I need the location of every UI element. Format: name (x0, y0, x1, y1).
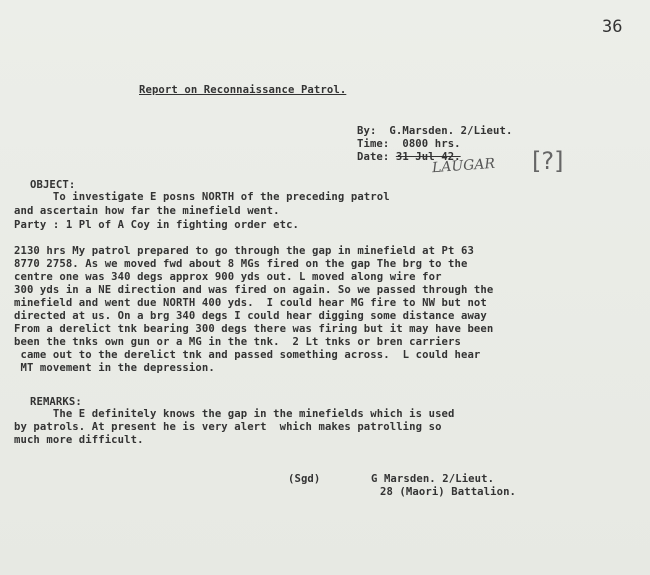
narrative-line: MT movement in the depression. (14, 362, 215, 374)
report-title: Report on Reconnaissance Patrol. (139, 84, 347, 96)
narrative-line: 8770 2758. As we moved fwd about 8 MGs fired on the gap The brg to the (14, 258, 468, 270)
narrative-line: 300 yds in a NE direction and was fired on again. So we passed through the (14, 284, 494, 296)
remarks-label: REMARKS: (30, 396, 82, 408)
narrative-line: came out to the derelict tnk and passed something across. L could hear (14, 349, 481, 361)
narrative-line: directed at us. On a brg 340 degs I could hear digging some distance away (14, 310, 487, 322)
object-line: and ascertain how far the minefield went. (14, 205, 280, 217)
narrative-line: 2130 hrs My patrol prepared to go through the gap in minefield at Pt 63 (14, 245, 474, 257)
object-line: To investigate E posns NORTH of the preceding patrol (14, 191, 390, 203)
remarks-line: The E definitely knows the gap in the minefields which is used (14, 408, 455, 420)
narrative-line: From a derelict tnk bearing 300 degs there was firing but it may have been (14, 323, 494, 335)
signed-marker: (Sgd) (288, 473, 321, 485)
object-line: Party : 1 Pl of A Coy in fighting order etc. (14, 219, 300, 231)
time-line: Time: 0800 hrs. (357, 138, 461, 150)
date-handwritten-annotation: LAUGAR (431, 155, 496, 177)
author-line: By: G.Marsden. 2/Lieut. (357, 125, 513, 137)
remarks-line: much more difficult. (14, 434, 144, 446)
object-label: OBJECT: (30, 179, 76, 191)
page-number: 36 (602, 17, 623, 37)
date-query-annotation: [?] (532, 147, 564, 175)
narrative-line: been the tnks own gun or a MG in the tnk. 2 Lt tnks or bren carriers (14, 336, 461, 348)
date-struck: 31 Jul 42. (395, 151, 461, 163)
signatory-name: G Marsden. 2/Lieut. (371, 473, 495, 485)
signatory-unit: 28 (Maori) Battalion. (380, 486, 517, 498)
narrative-line: minefield and went due NORTH 400 yds. I could hear MG fire to NW but not (14, 297, 487, 309)
remarks-line: by patrols. At present he is very alert which makes patrolling so (14, 421, 442, 433)
date-label: Date: (357, 151, 396, 163)
narrative-line: centre one was 340 degs approx 900 yds out. L moved along wire for (14, 271, 442, 283)
